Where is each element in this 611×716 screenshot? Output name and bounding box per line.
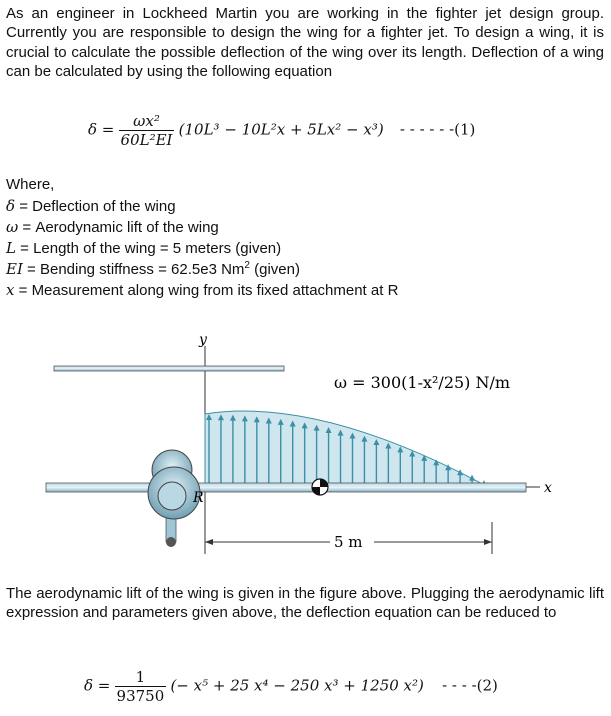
eq2-numerator: 1 [115, 668, 167, 687]
equation-2 [84, 668, 498, 705]
support-label: R [193, 490, 204, 506]
def-text: = Deflection of the wing [15, 198, 176, 215]
eq1-dashes: - - - - - - [399, 120, 455, 139]
def-deflection [6, 197, 176, 215]
def-lift [6, 218, 219, 236]
tail-plane [54, 366, 284, 371]
def-stiffness [6, 260, 300, 278]
eq1-body: (10L³ − 10L²x + 5Lx² − x³) [178, 120, 384, 139]
eq2-lhs: δ = [84, 676, 111, 695]
def-text: = Bending stiffness = 62.5e3 Nm [22, 261, 245, 278]
def-text: = Aerodynamic lift of the wing [18, 219, 219, 236]
eq1-numerator: ωx² [119, 112, 175, 131]
where-title: Where, [6, 176, 55, 193]
x-axis-label: x [544, 480, 552, 496]
def-position [6, 281, 398, 299]
def-text: = Length of the wing = 5 meters (given) [15, 240, 282, 257]
def-symbol: L [6, 239, 16, 257]
eq1-denominator: 60L²EI [120, 131, 173, 149]
outro-paragraph: The aerodynamic lift of the wing is given in the figure above. Plugging the aerodynamic lift expression and parameters given above, the deflection equation can be reduced to [6, 585, 604, 622]
def-symbol: δ [6, 197, 16, 215]
eq2-body: (− x⁵ + 25 x⁴ − 250 x³ + 1250 x²) [170, 676, 424, 695]
def-tail: (given) [249, 261, 300, 278]
def-sup: 2 [244, 260, 250, 271]
equation-1 [88, 112, 475, 149]
def-symbol: ω [6, 218, 19, 236]
center-marker-quad [312, 487, 320, 495]
eq2-fraction [115, 668, 167, 705]
eq2-dashes: - - - - [442, 676, 477, 695]
wing-spar [46, 483, 526, 492]
dimension-arrow-left [205, 539, 213, 545]
load-label: ω = 300(1-x²/25) N/m [334, 373, 511, 392]
y-axis-label: y [199, 332, 207, 348]
eq1-lhs: δ = [88, 120, 115, 139]
eq2-denominator: 93750 [116, 687, 165, 705]
eq1-fraction [119, 112, 175, 149]
intro-paragraph: As an engineer in Lockheed Martin you are working in the fighter jet design group. Currently you are responsible to design the wing for a fighter jet. To design a wing, it is crucial to calculate the possible deflection of the wing over its length. Deflection of a wing can be calculated by using the following equation [6, 5, 604, 81]
def-symbol: x [6, 281, 15, 299]
fuselage-core [158, 482, 186, 510]
def-length [6, 239, 281, 257]
dimension-arrow-right [484, 539, 492, 545]
wheel [166, 537, 176, 547]
length-label: 5 m [334, 533, 363, 551]
eq1-label: (1) [454, 120, 476, 139]
load-distribution [205, 411, 490, 488]
def-text: = Measurement along wing from its fixed attachment at R [14, 282, 399, 299]
eq2-label: (2) [476, 676, 498, 695]
wing-load-figure [0, 326, 611, 558]
def-symbol: EI [6, 260, 23, 278]
